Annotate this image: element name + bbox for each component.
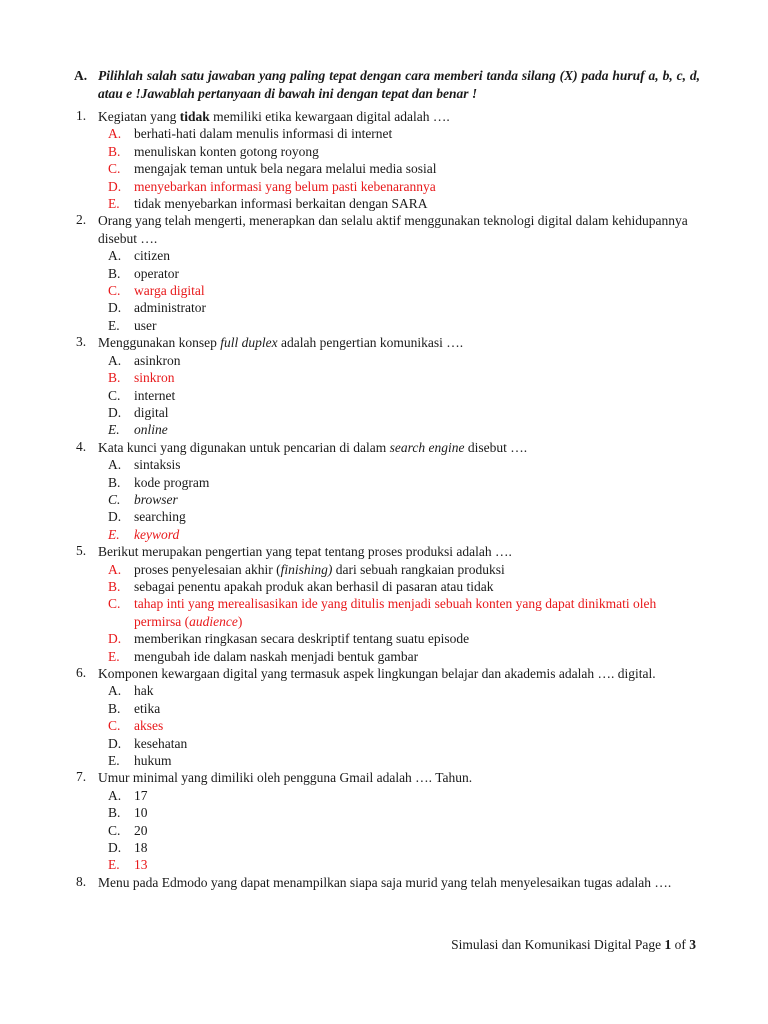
- option-letter: E.: [108, 422, 120, 438]
- question-8: [0, 874, 768, 891]
- question-text-part: Orang yang telah mengerti, menerapkan dan selalu aktif menggunakan teknologi digital dalam kehidupannya disebut ….: [98, 213, 688, 246]
- answer-option[interactable]: [0, 125, 768, 142]
- question-text-part: Kegiatan yang: [98, 109, 180, 124]
- question-text: [98, 334, 698, 351]
- question-text-part: adalah pengertian komunikasi ….: [277, 335, 464, 351]
- answer-option[interactable]: [0, 491, 768, 508]
- question-text-part: tidak: [179, 109, 210, 124]
- answer-option[interactable]: [0, 178, 768, 195]
- option-text-part: dari sebuah rangkaian produksi: [332, 561, 505, 577]
- option-letter: B.: [108, 370, 121, 386]
- option-text: memberikan ringkasan secara deskriptif tentang suatu episode: [134, 631, 470, 647]
- answer-option[interactable]: [0, 578, 768, 595]
- answer-option[interactable]: [0, 717, 768, 734]
- option-letter: E.: [108, 196, 120, 212]
- answer-option[interactable]: [0, 804, 768, 821]
- answer-option[interactable]: [0, 700, 768, 717]
- option-letter: A.: [108, 248, 122, 264]
- option-text: kode program: [134, 474, 210, 490]
- question-text-part: full duplex: [220, 335, 278, 351]
- option-text: menyebarkan informasi yang belum pasti kebenarannya: [134, 178, 436, 194]
- option-letter: C.: [108, 596, 121, 612]
- answer-option[interactable]: [0, 508, 768, 525]
- question-text: [98, 108, 698, 125]
- question-number: 5.: [76, 543, 87, 559]
- option-text: mengajak teman untuk bela negara melalui media sosial: [134, 161, 437, 177]
- option-letter: B.: [108, 143, 121, 159]
- answer-option[interactable]: [0, 247, 768, 264]
- question-text: [98, 874, 698, 891]
- question-1: [0, 108, 768, 212]
- option-text: 17: [134, 787, 148, 803]
- answer-option[interactable]: [0, 456, 768, 473]
- option-letter: A.: [108, 126, 122, 142]
- question-text: [98, 769, 698, 786]
- answer-option[interactable]: [0, 317, 768, 334]
- question-text-part: memiliki etika kewargaan digital adalah ….: [209, 109, 450, 124]
- option-letter: B.: [108, 578, 121, 594]
- option-letter: D.: [108, 404, 122, 420]
- question-2: [0, 212, 768, 334]
- page-footer: [451, 937, 696, 953]
- answer-option[interactable]: [0, 735, 768, 752]
- option-text: sinkron: [134, 370, 175, 386]
- option-letter: C.: [108, 161, 121, 177]
- option-text: online: [134, 422, 168, 438]
- option-text: tidak menyebarkan informasi berkaitan dengan SARA: [134, 196, 428, 212]
- option-text-part: ): [237, 613, 243, 629]
- question-3: [0, 334, 768, 438]
- option-letter: D.: [108, 178, 122, 194]
- answer-option[interactable]: [0, 143, 768, 160]
- answer-option[interactable]: [0, 682, 768, 699]
- option-text: berhati-hati dalam menulis informasi di internet: [134, 126, 393, 142]
- option-text: citizen: [134, 248, 170, 264]
- option-letter: C.: [108, 491, 121, 507]
- option-letter: C.: [108, 283, 121, 299]
- answer-option[interactable]: [0, 752, 768, 769]
- question-text-part: Komponen kewargaan digital yang termasuk aspek lingkungan belajar dan akademis adalah …. digital.: [98, 666, 656, 681]
- option-text: operator: [134, 265, 179, 281]
- section-instruction: [74, 67, 700, 103]
- option-letter: B.: [108, 805, 121, 821]
- option-text: akses: [134, 718, 164, 734]
- option-text: hak: [134, 683, 154, 699]
- answer-option[interactable]: [0, 352, 768, 369]
- option-text-part: proses penyelesaian akhir (: [134, 561, 281, 577]
- question-number: 3.: [76, 334, 87, 350]
- answer-option[interactable]: [0, 630, 768, 647]
- question-number: 7.: [76, 769, 87, 785]
- option-letter: D.: [108, 509, 122, 525]
- option-text: user: [134, 317, 157, 333]
- option-letter: C.: [108, 822, 121, 838]
- answer-option[interactable]: [0, 404, 768, 421]
- question-text: [98, 665, 698, 682]
- option-letter: B.: [108, 265, 121, 281]
- question-6: [0, 665, 768, 769]
- question-text: [98, 543, 698, 560]
- option-text: digital: [134, 404, 169, 420]
- question-text-part: Menggunakan konsep: [98, 335, 221, 351]
- option-letter: E.: [108, 753, 120, 769]
- question-text-part: Umur minimal yang dimiliki oleh pengguna Gmail adalah …. Tahun.: [98, 770, 473, 786]
- option-letter: D.: [108, 735, 122, 751]
- question-text-part: disebut ….: [464, 439, 528, 455]
- option-text: 10: [134, 805, 148, 821]
- footer-of: of: [671, 937, 690, 952]
- option-letter: D.: [108, 300, 122, 316]
- answer-option[interactable]: [0, 387, 768, 404]
- question-text: [98, 212, 698, 247]
- question-5: [0, 543, 768, 665]
- question-number: 1.: [76, 108, 87, 123]
- option-letter: A.: [108, 457, 122, 473]
- option-letter: D.: [108, 631, 122, 647]
- option-text: 18: [134, 840, 148, 856]
- question-number: 4.: [76, 438, 87, 454]
- answer-option[interactable]: [0, 648, 768, 665]
- footer-page-number: 1: [664, 937, 672, 952]
- footer-title: Simulasi dan Komunikasi Digital Page: [451, 937, 665, 952]
- option-letter: A.: [108, 683, 122, 699]
- option-text: sintaksis: [134, 457, 181, 473]
- option-text: hukum: [134, 753, 172, 769]
- answer-option[interactable]: [0, 526, 768, 543]
- option-text: administrator: [134, 300, 206, 316]
- question-text-part: search engine: [389, 439, 465, 455]
- option-text: asinkron: [134, 352, 181, 368]
- option-text: [134, 561, 700, 578]
- answer-option[interactable]: [0, 421, 768, 438]
- option-text: warga digital: [134, 283, 205, 299]
- answer-option[interactable]: [0, 561, 768, 578]
- question-text-part: Berikut merupakan pengertian yang tepat tentang proses produksi adalah ….: [98, 544, 512, 560]
- option-letter: B.: [108, 700, 121, 716]
- question-text-part: Menu pada Edmodo yang dapat menampilkan siapa saja murid yang telah menyelesaikan tugas adalah ….: [98, 874, 672, 890]
- option-letter: A.: [108, 787, 122, 803]
- option-letter: A.: [108, 352, 122, 368]
- question-text-part: Kata kunci yang digunakan untuk pencarian di dalam: [98, 439, 390, 455]
- question-4: [0, 439, 768, 543]
- answer-option[interactable]: [0, 787, 768, 804]
- option-letter: A.: [108, 561, 122, 577]
- option-text: browser: [134, 491, 178, 507]
- answer-option[interactable]: [0, 195, 768, 212]
- question-number: 6.: [76, 665, 87, 680]
- answer-option[interactable]: [0, 822, 768, 839]
- footer-page-total: 3: [689, 937, 696, 952]
- option-letter: E.: [108, 648, 120, 664]
- question-number: 2.: [76, 212, 87, 228]
- answer-option[interactable]: [0, 299, 768, 316]
- option-text: searching: [134, 509, 186, 525]
- answer-option[interactable]: [0, 369, 768, 386]
- option-text-part: finishing): [280, 561, 333, 577]
- option-text: mengubah ide dalam naskah menjadi bentuk gambar: [134, 648, 419, 664]
- option-letter: D.: [108, 840, 122, 856]
- option-text-part: audience: [189, 613, 238, 629]
- option-text: 20: [134, 822, 148, 838]
- answer-option[interactable]: [0, 160, 768, 177]
- instruction-text: Pilihlah salah satu jawaban yang paling tepat dengan cara memberi tanda silang (X) pada huruf a, b, c, d, atau e !Jawablah pertanyaan di bawah ini dengan tepat dan benar !: [98, 68, 700, 101]
- option-text: sebagai penentu apakah produk akan berhasil di pasaran atau tidak: [134, 578, 494, 594]
- answer-option[interactable]: [0, 595, 768, 630]
- answer-option[interactable]: [0, 265, 768, 282]
- section-letter: A.: [74, 68, 88, 83]
- option-letter: C.: [108, 718, 121, 734]
- question-list: [0, 108, 768, 891]
- answer-option[interactable]: [0, 474, 768, 491]
- option-text: internet: [134, 387, 176, 403]
- answer-option[interactable]: [0, 282, 768, 299]
- question-text: [98, 439, 698, 456]
- option-text: [134, 595, 700, 630]
- question-7: [0, 769, 768, 873]
- option-letter: E.: [108, 857, 120, 873]
- option-text: kesehatan: [134, 735, 188, 751]
- option-text: keyword: [134, 526, 180, 542]
- option-letter: E.: [108, 317, 120, 333]
- answer-option[interactable]: [0, 839, 768, 856]
- option-letter: C.: [108, 387, 121, 403]
- option-letter: B.: [108, 474, 121, 490]
- question-number: 8.: [76, 873, 87, 889]
- option-text: 13: [134, 857, 148, 873]
- option-text: etika: [134, 700, 161, 716]
- answer-option[interactable]: [0, 856, 768, 873]
- option-text: menuliskan konten gotong royong: [134, 143, 319, 159]
- option-letter: E.: [108, 526, 120, 542]
- option-text-part: tahap inti yang merealisasikan ide yang ditulis menjadi sebuah konten yang dapat dinikmati oleh permirsa (: [134, 596, 657, 629]
